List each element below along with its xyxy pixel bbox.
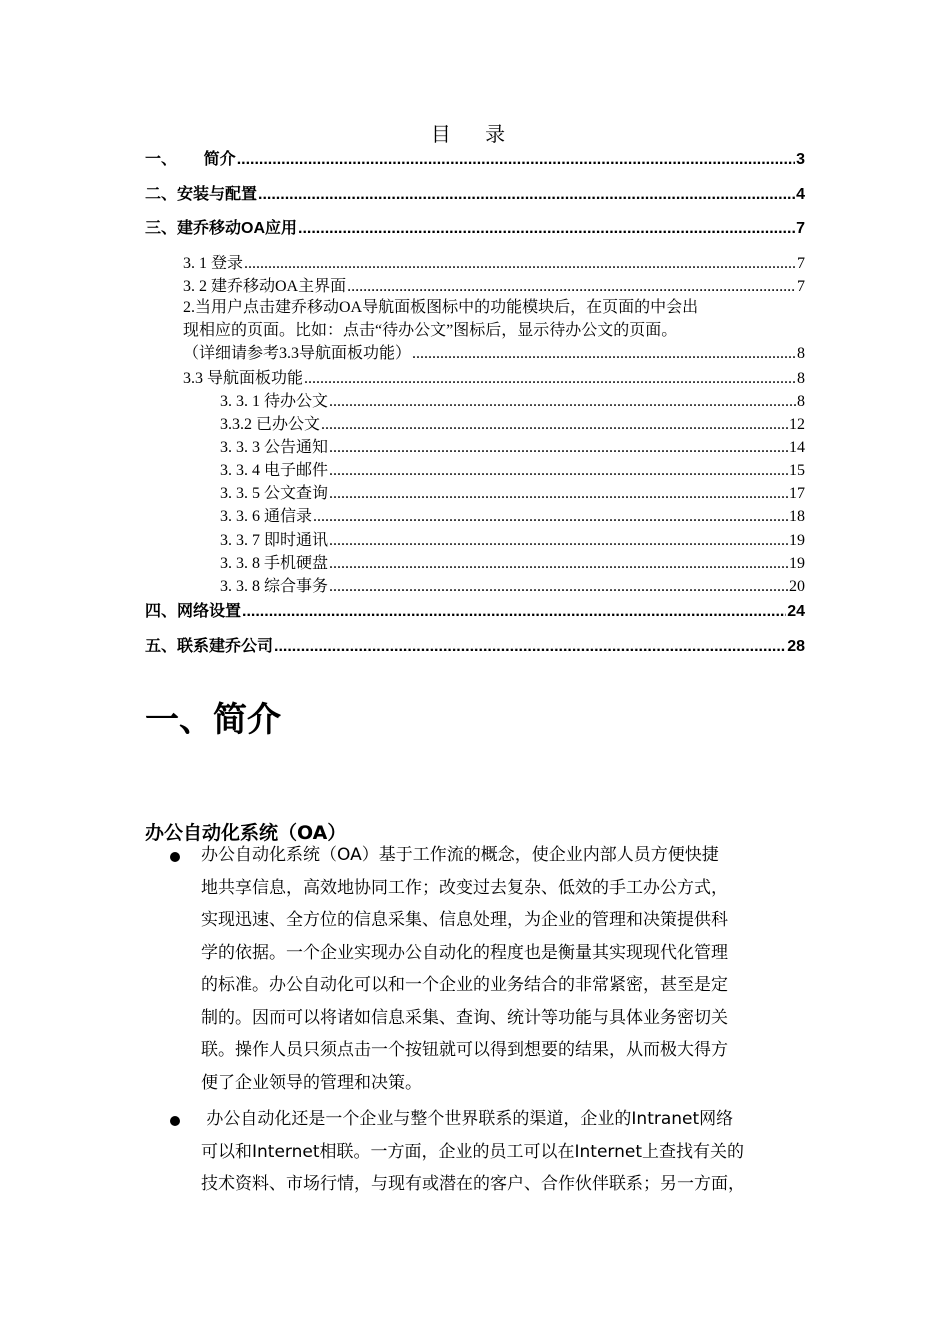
toc-leader — [329, 485, 788, 503]
toc-entry-page: 15 — [789, 462, 805, 479]
toc-entry-page: 14 — [789, 439, 805, 456]
toc-entry[interactable] — [220, 503, 805, 526]
toc-leader — [347, 278, 796, 296]
toc-leader — [329, 393, 796, 411]
toc-leader — [298, 220, 795, 238]
toc-entry[interactable] — [145, 598, 805, 621]
toc-leader — [329, 439, 788, 457]
toc-entry[interactable] — [145, 633, 805, 656]
toc-entry-label: 3. 3. 8 综合事务 — [220, 578, 329, 595]
toc-entry-label: 3. 3. 6 通信录 — [220, 508, 313, 525]
toc-leader — [237, 151, 795, 169]
toc-entry-page: 4 — [796, 186, 805, 203]
toc-entry-page: 8 — [797, 345, 805, 362]
section-heading: 一、简介 — [145, 700, 281, 740]
paragraph-line: 技术资料、市场行情，与现有或潜在的客户、合作伙伴联系；另一方面， — [201, 1174, 745, 1194]
paragraph-line: 的标准。办公自动化可以和一个企业的业务结合的非常紧密，甚至是定 — [201, 975, 728, 995]
toc-entry[interactable] — [145, 215, 805, 238]
toc-leader — [329, 462, 788, 480]
toc-nav-note-line: 现相应的页面。比如：点击“待办公文”图标后，显示待办公文的页面。 — [183, 322, 678, 339]
bullet-dot-icon — [168, 850, 182, 864]
paragraph-line: 联。操作人员只须点击一个按钮就可以得到想要的结果，从而极大得方 — [201, 1040, 728, 1060]
body-paragraph — [201, 839, 807, 1099]
toc-leader — [244, 255, 796, 273]
toc-leader — [412, 342, 796, 365]
section-subheading: 办公自动化系统（OA） — [145, 822, 347, 844]
toc-entry-page: 8 — [797, 393, 805, 410]
paragraph-line: 可以和Internet相联。一方面，企业的员工可以在Internet上查找有关的 — [201, 1141, 745, 1162]
toc-nav-note[interactable] — [183, 296, 805, 365]
toc-entry[interactable] — [220, 434, 805, 457]
paragraph-line: 办公自动化还是一个企业与整个世界联系的渠道，企业的Intranet网络 — [201, 1109, 734, 1129]
toc-entry-page: 20 — [789, 578, 805, 595]
bullet-dot-icon — [168, 1114, 182, 1128]
toc-entry-label: 一、 简介 — [145, 151, 236, 168]
toc-entry[interactable] — [145, 181, 805, 204]
toc-entry-label: 3. 1 登录 — [183, 255, 244, 272]
toc-entry[interactable] — [220, 388, 805, 411]
paragraph-line: 便了企业领导的管理和决策。 — [201, 1072, 422, 1093]
toc-entry-page: 18 — [789, 508, 805, 525]
toc-entry-page: 7 — [797, 255, 805, 272]
toc-entry[interactable] — [220, 411, 805, 434]
toc-entry[interactable] — [183, 250, 805, 273]
toc-entry-page: 7 — [797, 278, 805, 295]
toc-leader — [313, 508, 788, 526]
toc-nav-note-line: 2.当用户点击建乔移动OA导航面板图标中的功能模块后，在页面的中会出 — [183, 299, 699, 316]
toc-entry-page: 17 — [789, 485, 805, 502]
toc-leader — [242, 603, 786, 621]
toc-entry-page: 8 — [797, 370, 805, 387]
toc-leader — [258, 186, 795, 204]
paragraph-line: 学的依据。一个企业实现办公自动化的程度也是衡量其实现现代化管理 — [201, 942, 728, 963]
toc-entry[interactable] — [220, 480, 805, 503]
toc-entry-page: 12 — [789, 416, 805, 433]
toc-entry-label: 四、网络设置 — [145, 603, 242, 620]
toc-entry-page: 3 — [796, 151, 805, 168]
toc-leader — [329, 578, 788, 596]
paragraph-line: 地共享信息，高效地协同工作；改变过去复杂、低效的手工办公方式， — [201, 877, 728, 898]
toc-entry[interactable] — [220, 550, 805, 573]
toc-title: 目 录 — [430, 122, 520, 146]
toc-entry-label: 3. 3. 3 公告通知 — [220, 439, 329, 456]
toc-entry-page: 19 — [789, 532, 805, 549]
toc-entry-label: 3.3 导航面板功能 — [183, 370, 304, 387]
toc-entry-label: 三、建乔移动OA应用 — [145, 220, 298, 237]
toc-entry[interactable] — [220, 527, 805, 550]
toc-entry-label: 五、联系建乔公司 — [145, 638, 274, 655]
toc-entry[interactable] — [183, 365, 805, 388]
toc-entry-label: 3. 3. 8 手机硬盘 — [220, 555, 329, 572]
toc-entry[interactable] — [220, 573, 805, 596]
toc-entry-page: 28 — [787, 638, 805, 655]
toc-entry[interactable] — [183, 273, 805, 296]
toc-nav-note-line: （详细请参考3.3导航面板功能） — [183, 345, 412, 362]
paragraph-line: 制的。因而可以将诸如信息采集、查询、统计等功能与具体业务密切关 — [201, 1007, 728, 1028]
toc-entry-label: 二、安装与配置 — [145, 186, 258, 203]
toc-entry-page: 24 — [787, 603, 805, 620]
toc-leader — [329, 532, 788, 550]
paragraph-line: 办公自动化系统（OA）基于工作流的概念，使企业内部人员方便快捷 — [201, 845, 719, 865]
toc-leader — [304, 370, 796, 388]
toc-entry-label: 3. 3. 5 公文查询 — [220, 485, 329, 502]
toc-entry[interactable] — [220, 457, 805, 480]
toc-entry-label: 3.3.2 已办公文 — [220, 416, 321, 433]
body-paragraph — [201, 1103, 807, 1201]
toc-entry-label: 3. 3. 4 电子邮件 — [220, 462, 329, 479]
toc-entry[interactable] — [145, 146, 805, 169]
toc-leader — [329, 555, 788, 573]
paragraph-line: 实现迅速、全方位的信息采集、信息处理，为企业的管理和决策提供科 — [201, 910, 728, 930]
toc-entry-label: 3. 3. 1 待办公文 — [220, 393, 329, 410]
toc-entry-label: 3. 2 建乔移动OA主界面 — [183, 278, 347, 295]
toc-leader — [274, 638, 786, 656]
toc-leader — [321, 416, 788, 434]
toc-entry-page: 19 — [789, 555, 805, 572]
toc-entry-page: 7 — [796, 220, 805, 237]
toc-entry-label: 3. 3. 7 即时通讯 — [220, 532, 329, 549]
